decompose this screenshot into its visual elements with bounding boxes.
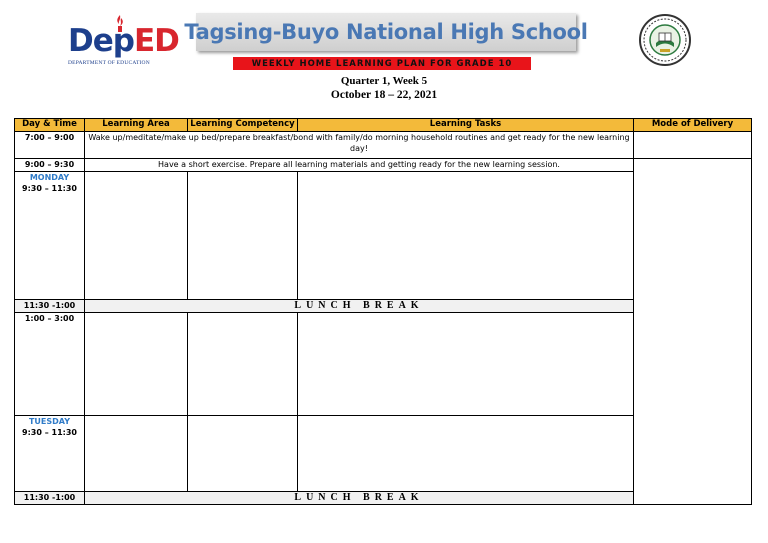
lunch2-time: 11:30 -1:00: [15, 492, 85, 505]
routine1-time: 7:00 – 9:00: [15, 132, 85, 159]
monday-day-time: [15, 172, 85, 300]
deped-wordmark: [68, 23, 179, 59]
monday-learning-area: [85, 172, 188, 300]
deped-subtitle: DEPARTMENT OF EDUCATION: [68, 60, 150, 66]
afternoon-learning-area: [85, 313, 188, 416]
quarter-label: Quarter 1, Week 5: [340, 75, 428, 87]
header-learning-tasks: Learning Tasks: [298, 119, 634, 132]
tuesday-time: 9:30 – 11:30: [22, 428, 77, 437]
deped-logo: [64, 14, 179, 68]
mode-of-delivery-cell: [634, 159, 752, 505]
afternoon-learning-competency: [188, 313, 298, 416]
routine1-mode: [634, 132, 752, 159]
tuesday-learning-area: [85, 416, 188, 492]
afternoon-learning-tasks: [298, 313, 634, 416]
learning-plan-table: [14, 118, 752, 505]
monday-label: MONDAY: [29, 173, 70, 182]
header-day-time: Day & Time: [15, 119, 85, 132]
routine2-text: Have a short exercise. Prepare all learning materials and getting ready for the new learning session.: [85, 159, 634, 172]
tuesday-label: TUESDAY: [28, 417, 71, 426]
monday-time: 9:30 – 11:30: [22, 184, 77, 193]
lunch1-label: LUNCH BREAK: [85, 300, 634, 313]
header-mode-of-delivery: Mode of Delivery: [634, 119, 752, 132]
date-range: October 18 – 22, 2021: [330, 89, 438, 101]
plan-title: WEEKLY HOME LEARNING PLAN FOR GRADE 10: [251, 58, 513, 69]
monday-learning-tasks: [298, 172, 634, 300]
monday-learning-competency: [188, 172, 298, 300]
school-banner: [184, 13, 588, 51]
lunch2-label: LUNCH BREAK: [85, 492, 634, 505]
deped-word-ed: ED: [133, 23, 179, 59]
school-seal-icon: [638, 13, 692, 67]
deped-word-dep: Dep: [68, 23, 134, 59]
table-row: [15, 132, 752, 159]
header-learning-area: Learning Area: [85, 119, 188, 132]
afternoon-time: 1:00 – 3:00: [15, 313, 85, 416]
routine2-time: 9:00 – 9:30: [15, 159, 85, 172]
plan-title-bar: [233, 57, 531, 70]
school-name: Tagsing-Buyo National High School: [184, 20, 588, 44]
table-row: [15, 159, 752, 172]
tuesday-learning-tasks: [298, 416, 634, 492]
tuesday-day-time: [15, 416, 85, 492]
routine1-text: Wake up/meditate/make up bed/prepare breakfast/bond with family/do morning household routines and get ready for the new learning day!: [85, 132, 634, 159]
lunch1-time: 11:30 -1:00: [15, 300, 85, 313]
tuesday-learning-competency: [188, 416, 298, 492]
table-header-row: [15, 119, 752, 132]
header-learning-competency: Learning Competency: [188, 119, 298, 132]
